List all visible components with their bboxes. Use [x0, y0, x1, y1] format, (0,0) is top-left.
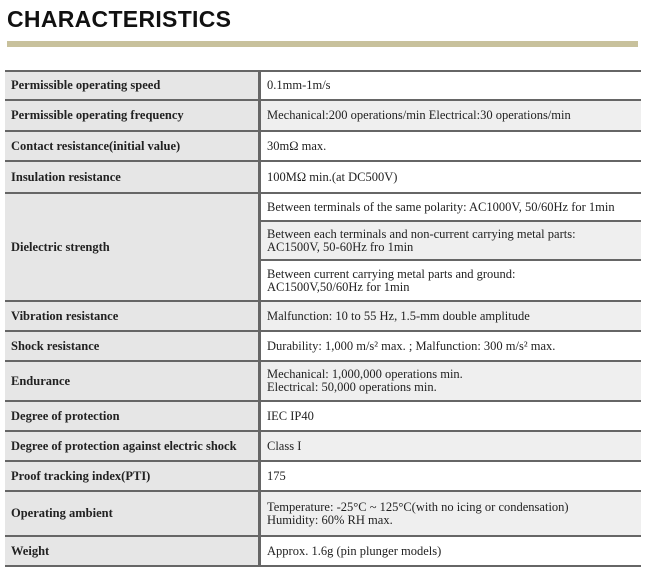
value-line: Electrical: 50,000 operations min.	[267, 380, 437, 394]
row-label: Dielectric strength	[5, 193, 260, 301]
table-row	[5, 491, 641, 536]
row-label: Permissible operating frequency	[5, 100, 260, 131]
value-line: Humidity: 60% RH max.	[267, 512, 393, 527]
table-row	[5, 100, 641, 131]
row-label: Insulation resistance	[5, 161, 260, 193]
table-row	[5, 193, 641, 221]
row-label: Operating ambient	[5, 491, 260, 536]
row-value: Approx. 1.6g (pin plunger models)	[260, 536, 642, 566]
row-value: IEC IP40	[260, 401, 642, 431]
row-value: Class I	[260, 431, 642, 461]
value-line: AC1500V, 50-60Hz fro 1min	[267, 239, 414, 254]
table-row	[5, 301, 641, 331]
row-value	[260, 491, 642, 536]
table-row	[5, 401, 641, 431]
characteristics-table	[5, 70, 641, 567]
row-label: Degree of protection against electric shock	[5, 431, 260, 461]
row-label: Weight	[5, 536, 260, 566]
value-line: AC1500V,50/60Hz for 1min	[267, 279, 410, 294]
table-row	[5, 161, 641, 193]
row-value	[260, 260, 642, 301]
value-line: Mechanical: 1,000,000 operations min.	[267, 367, 463, 381]
row-label: Endurance	[5, 361, 260, 401]
row-value	[260, 221, 642, 260]
row-value: Mechanical:200 operations/min Electrical:30 operations/min	[260, 100, 642, 131]
table-row	[5, 461, 641, 491]
row-value: 100MΩ min.(at DC500V)	[260, 161, 642, 193]
row-value	[260, 361, 642, 401]
row-value: Malfunction: 10 to 55 Hz, 1.5-mm double amplitude	[260, 301, 642, 331]
page-title: CHARACTERISTICS	[7, 6, 232, 32]
table-row	[5, 131, 641, 161]
table-row	[5, 331, 641, 361]
row-label: Degree of protection	[5, 401, 260, 431]
row-value: Durability: 1,000 m/s² max. ; Malfunction: 300 m/s² max.	[260, 331, 642, 361]
table-row	[5, 431, 641, 461]
value-line: Temperature: -25°C ~ 125°C(with no icing or condensation)	[267, 499, 569, 514]
table-row	[5, 71, 641, 100]
row-label: Permissible operating speed	[5, 71, 260, 100]
table-row	[5, 361, 641, 401]
row-label: Shock resistance	[5, 331, 260, 361]
row-label: Proof tracking index(PTI)	[5, 461, 260, 491]
value-line: Between each terminals and non-current carrying metal parts:	[267, 226, 576, 241]
row-label: Contact resistance(initial value)	[5, 131, 260, 161]
row-value: Between terminals of the same polarity: AC1000V, 50/60Hz for 1min	[260, 193, 642, 221]
title-underline	[7, 41, 638, 47]
row-value: 0.1mm-1m/s	[260, 71, 642, 100]
table-row	[5, 536, 641, 566]
row-label: Vibration resistance	[5, 301, 260, 331]
row-value: 30mΩ max.	[260, 131, 642, 161]
value-line: Between current carrying metal parts and ground:	[267, 266, 516, 281]
row-value: 175	[260, 461, 642, 491]
